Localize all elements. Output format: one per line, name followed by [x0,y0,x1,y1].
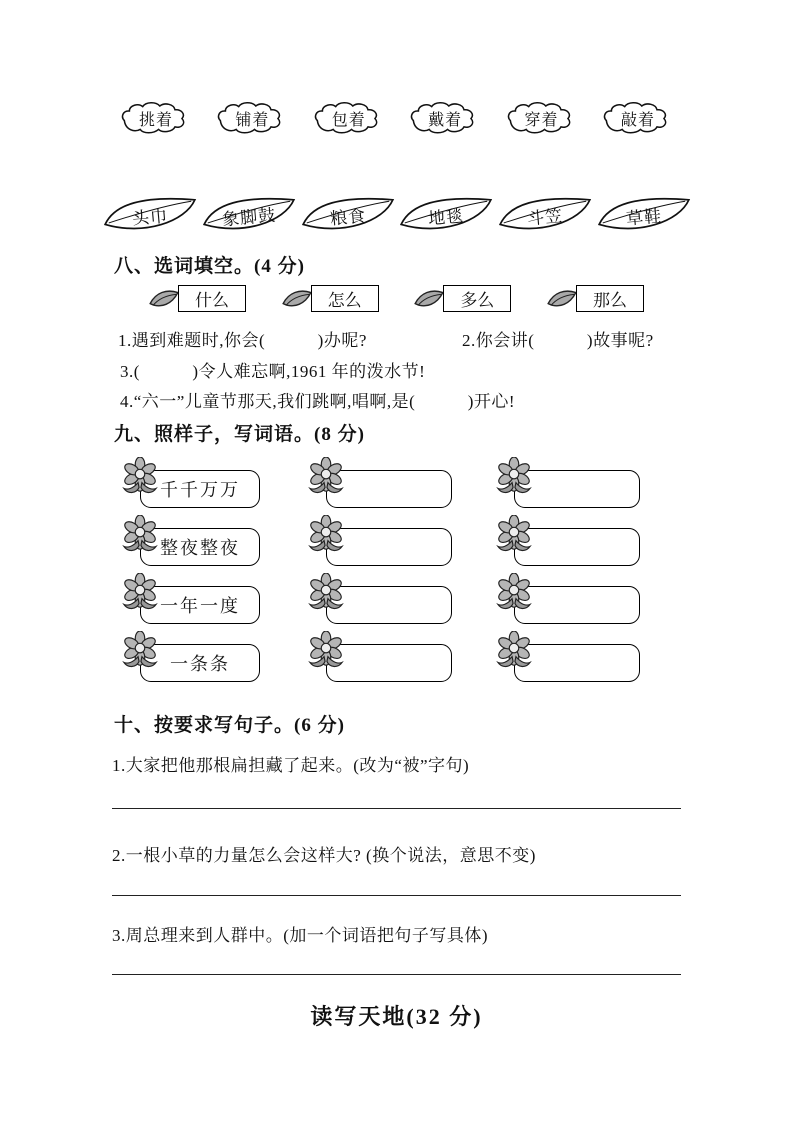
example-cell [140,470,260,508]
leaf-word-label: 象脚鼓 [221,205,277,229]
section8-question-3: 3.( )令人难忘啊,1961 年的泼水节! [120,362,426,381]
example-word-box: 千千万万 [140,470,260,508]
section8-title: 八、选词填空。(4 分) [114,256,305,277]
example-word-box: 一年一度 [140,586,260,624]
option-item [281,285,379,312]
answer-line [112,974,681,975]
flower-icon [307,515,345,553]
answer-cell [326,644,452,682]
answer-cell [514,586,640,624]
leaf-icon [546,287,578,311]
section10-question-1: 1.大家把他那根扁担藏了起来。(改为“被”字句) [112,756,470,775]
answer-cell [326,586,452,624]
leaf-word [597,190,691,240]
section8-question-4: 4.“六一”儿童节那天,我们跳啊,唱啊,是( )开心! [120,392,516,411]
flower-icon [307,631,345,669]
cloud-word [214,95,290,141]
section9-title: 九、照样子，写词语。(8 分) [114,424,365,445]
leaf-word [498,190,592,240]
example-cell [140,528,260,566]
flower-icon [307,457,345,495]
answer-line [112,808,681,809]
leaf-word-label: 粮食 [329,205,367,229]
answer-cell [514,528,640,566]
next-part-heading: 读写天地(32 分) [310,1004,483,1029]
leaf-word [202,190,296,240]
leaf-word-label: 地毯 [427,205,466,229]
example-cell [140,586,260,624]
leaf-word-label: 草鞋 [625,205,663,229]
section8-question-2: 2.你会讲( )故事呢? [462,331,654,350]
cloud-word-label: 包着 [331,111,366,129]
flower-icon [495,631,533,669]
option-word-box: 怎么 [311,285,379,312]
cloud-word [311,95,387,141]
leaf-icon [413,287,445,311]
flower-icon [121,515,159,553]
section10-question-3: 3.周总理来到人群中。(加一个词语把句子写具体) [112,926,489,945]
leaf-icon [148,287,180,311]
leaf-word [301,190,395,240]
example-word-box: 整夜整夜 [140,528,260,566]
cloud-word [504,95,580,141]
cloud-word-label: 铺着 [235,111,270,129]
cloud-word-row [118,95,676,141]
option-word-box: 什么 [178,285,246,312]
flower-icon [307,573,345,611]
flower-icon [495,573,533,611]
leaf-word-label: 斗笠 [526,205,565,229]
answer-cell [326,528,452,566]
answer-cell [514,470,640,508]
leaf-word [399,190,493,240]
leaf-icon [281,287,313,311]
cloud-word-label: 敲着 [620,111,655,129]
section8-options [148,285,644,312]
section8-question-1: 1.遇到难题时,你会( )办呢? [118,331,367,350]
answer-line [112,895,681,896]
option-item [546,285,644,312]
leaf-word-label: 头巾 [131,205,169,229]
flower-icon [121,631,159,669]
example-word-box: 一条条 [140,644,260,682]
leaf-word [103,190,197,240]
section10-title: 十、按要求写句子。(6 分) [114,715,345,736]
cloud-word-label: 戴着 [428,111,463,129]
option-item [413,285,511,312]
cloud-word-label: 挑着 [138,111,173,129]
option-word-box: 多么 [443,285,511,312]
answer-cell [326,470,452,508]
flower-icon [121,573,159,611]
answer-cell [514,644,640,682]
option-word-box: 那么 [576,285,644,312]
cloud-word [600,95,676,141]
cloud-word [407,95,483,141]
flower-icon [495,457,533,495]
cloud-word-label: 穿着 [524,111,559,129]
cloud-word [118,95,194,141]
section10-question-2: 2.一根小草的力量怎么会这样大? (换个说法，意思不变) [112,846,536,865]
option-item [148,285,246,312]
flower-icon [495,515,533,553]
example-cell [140,644,260,682]
leaf-word-row [103,190,691,240]
flower-icon [121,457,159,495]
